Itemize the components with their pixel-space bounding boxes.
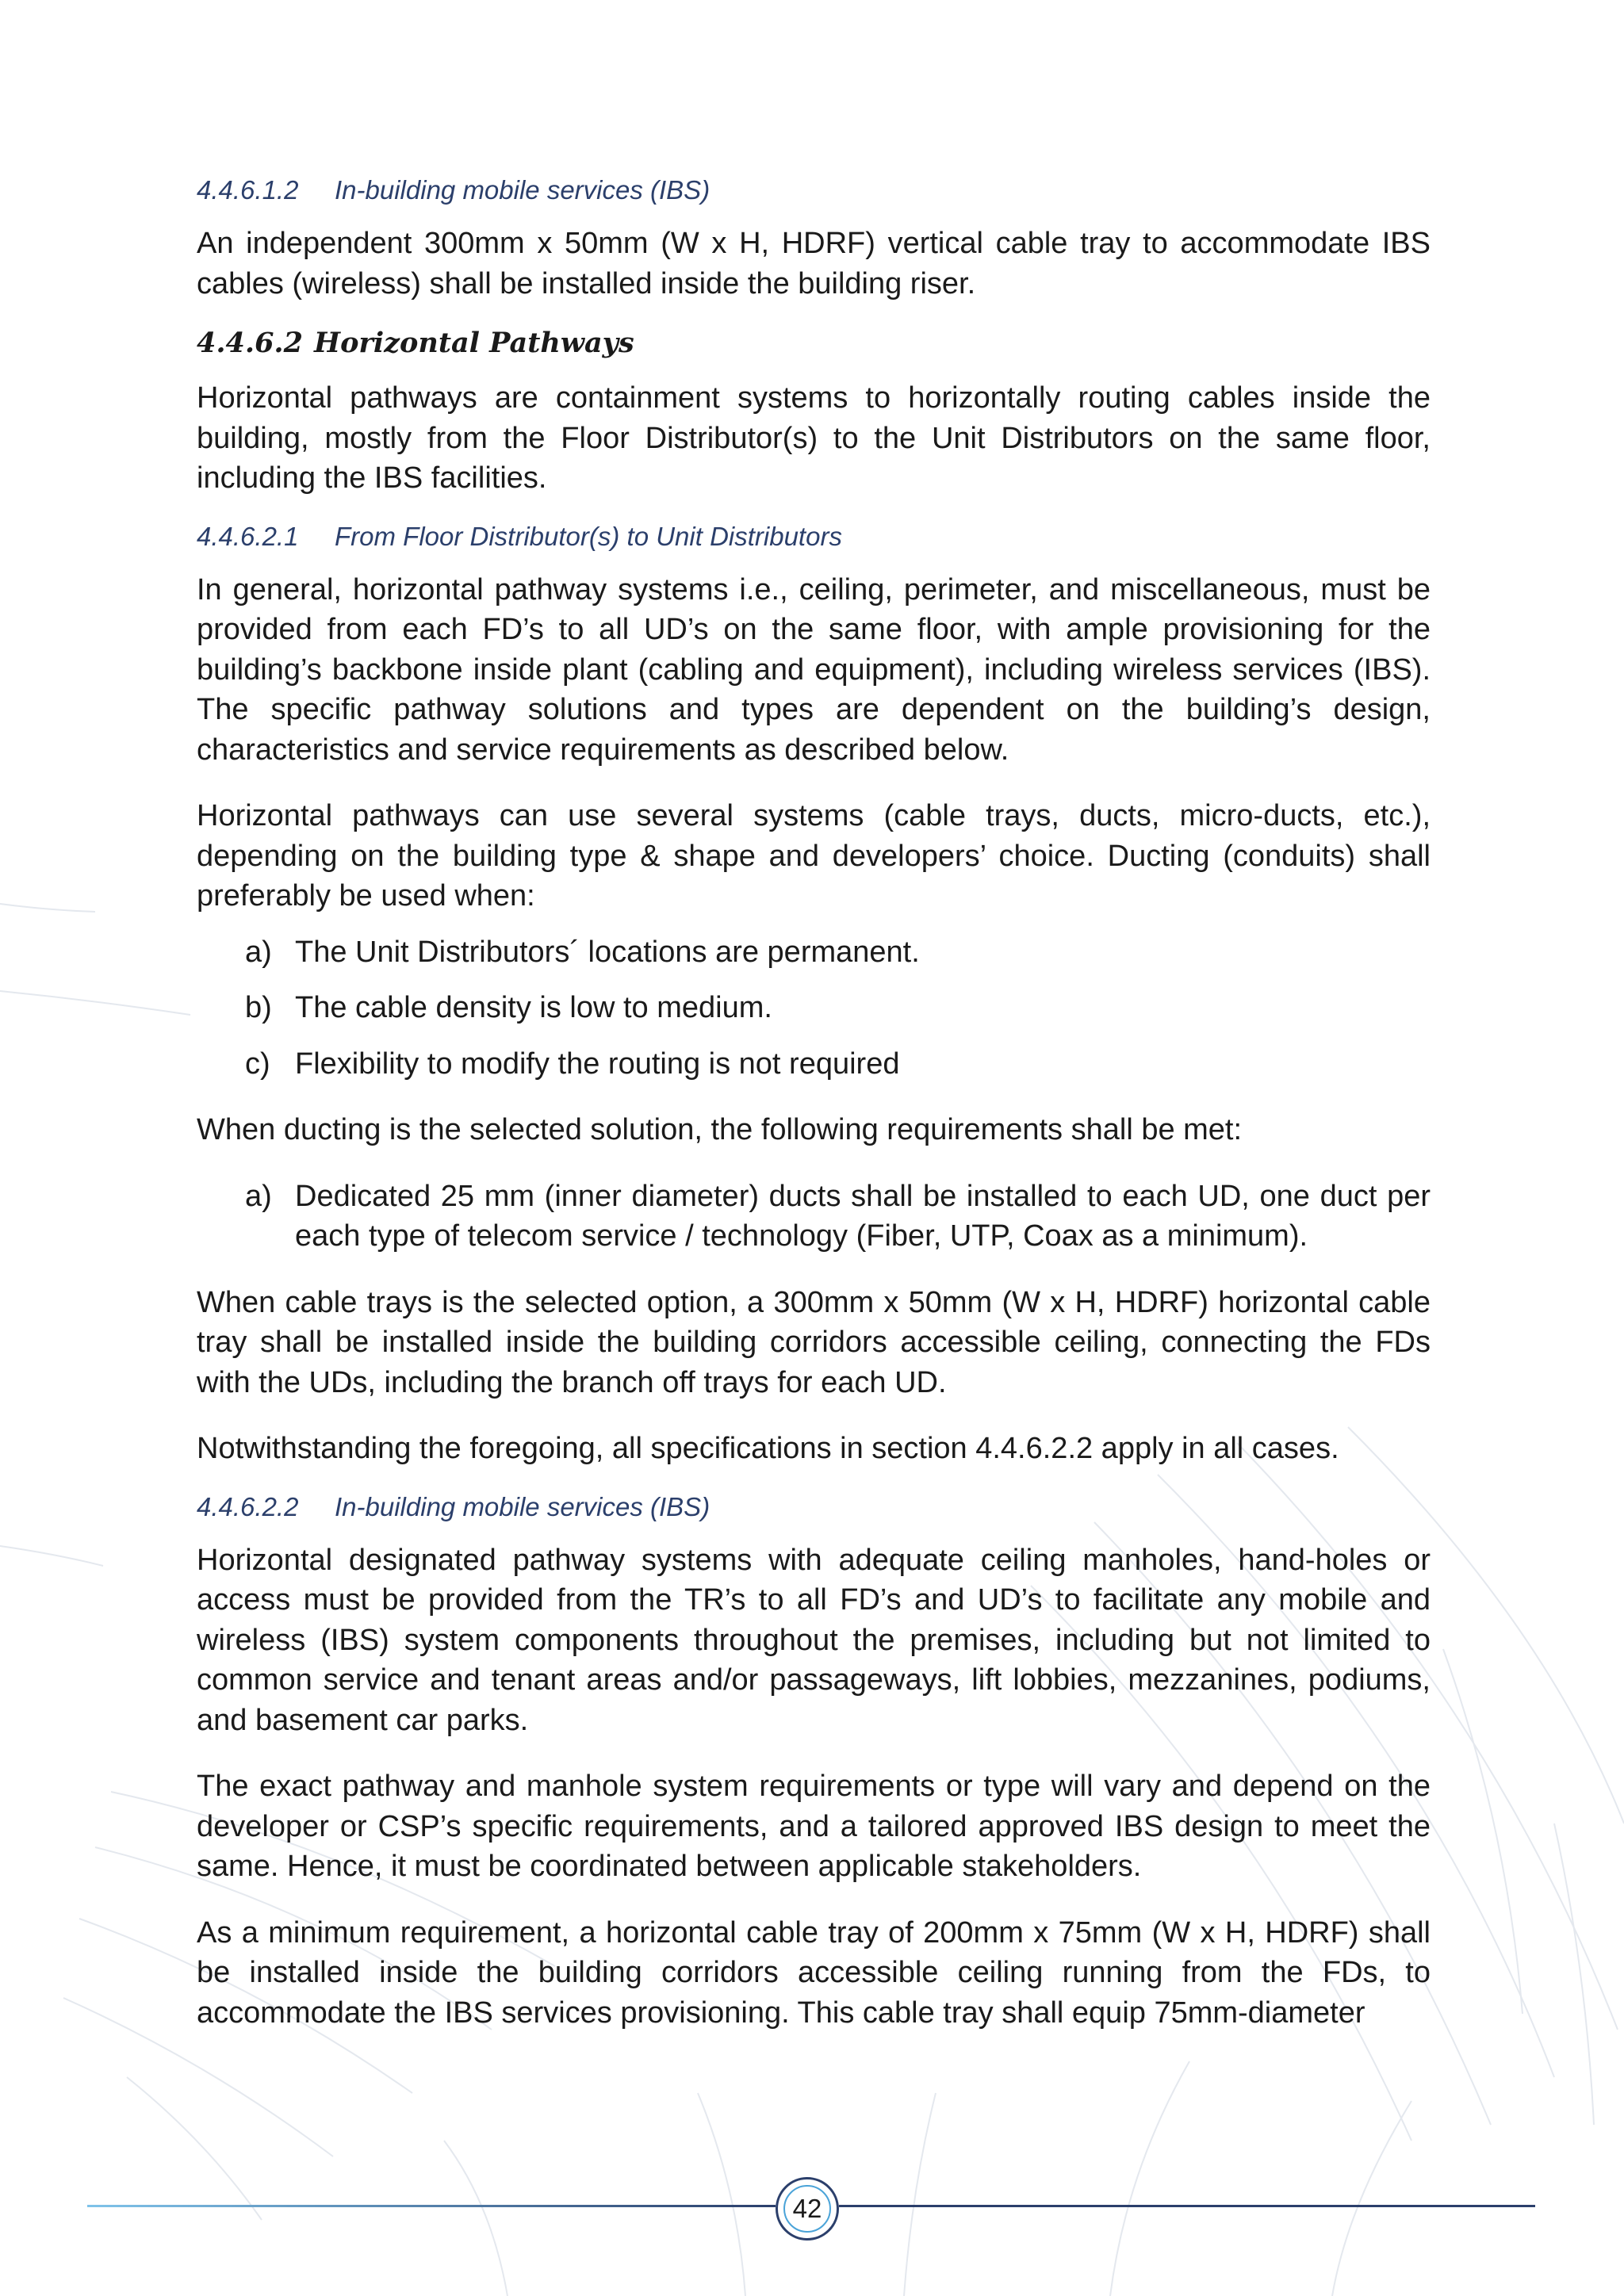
paragraph-pathway-systems: Horizontal pathways can use several systems (cable trays, ducts, micro-ducts, etc.), depending on the building type & shape and developers’ choice. Ducting (conduits) shall preferably be used when:: [197, 799, 1431, 913]
list-item: [197, 988, 1431, 1028]
list-text: Dedicated 25 mm (inner diameter) ducts shall be installed to each UD, one duct per each type of telecom service / technology (Fiber, UTP, Coax as a minimum).: [295, 1179, 1431, 1253]
list-marker: a): [245, 1179, 272, 1213]
heading-4-4-6-2-1: [197, 521, 1431, 553]
paragraph-minimum-requirement: As a minimum requirement, a horizontal cable tray of 200mm x 75mm (W x H, HDRF) shall be installed inside the building corridors accessible ceiling running from the FDs, to accommodate the IBS services provisioning. This cable tray shall equip 75mm-diameter: [197, 1915, 1431, 2030]
paragraph-ducting-requirements: When ducting is the selected solution, the following requirements shall be met:: [197, 1113, 1243, 1146]
heading-number: 4.4.6.2.2: [197, 1491, 299, 1521]
paragraph-general-horizontal: In general, horizontal pathway systems i.e., ceiling, perimeter, and miscellaneous, must be provided from each FD’s to all UD’s on the same floor, with ample provisioning for the building’s backbone inside plant (cabling and equipment), including wireless services (IBS). The specific pathway solutions and types are dependent on the building’s design, characteristics and service requirements as described below.: [197, 572, 1431, 767]
heading-title: In-building mobile services (IBS): [335, 175, 710, 205]
heading-title: In-building mobile services (IBS): [335, 1491, 710, 1521]
list-text: The cable density is low to medium.: [295, 991, 772, 1024]
list-marker: c): [245, 1047, 270, 1081]
list-text: Flexibility to modify the routing is not required: [295, 1047, 900, 1081]
page-number-badge: [776, 2177, 839, 2241]
heading-4-4-6-1-2: [197, 174, 1431, 206]
paragraph-ibs-vertical: An independent 300mm x 50mm (W x H, HDRF) vertical cable tray to accommodate IBS cables (wireless) shall be installed inside the building riser.: [197, 227, 1431, 300]
heading-title: From Floor Distributor(s) to Unit Distributors: [335, 521, 842, 551]
list-marker: a): [245, 935, 272, 969]
list-marker: b): [245, 991, 272, 1024]
paragraph-cable-trays-option: When cable trays is the selected option, a 300mm x 50mm (W x H, HDRF) horizontal cable tray shall be installed inside the building corridors accessible ceiling, connecting the FDs with the UDs, including the branch off trays for each UD.: [197, 1285, 1431, 1399]
list-item: [197, 1177, 1431, 1257]
list-item: [197, 932, 1431, 973]
heading-number: 4.4.6.1.2: [197, 175, 299, 205]
heading-number: 4.4.6.2.1: [197, 521, 299, 551]
paragraph-horizontal-pathways: Horizontal pathways are containment systems to horizontally routing cables inside the building, mostly from the Floor Distributor(s) to the Unit Distributors on the same floor, including the IBS facilities.: [197, 381, 1431, 495]
footer-rule-left: [87, 2205, 776, 2207]
page-number: 42: [783, 2185, 831, 2233]
heading-4-4-6-2: [197, 326, 1431, 361]
heading-4-4-6-2-2: [197, 1491, 1431, 1523]
footer-rule-right: [839, 2205, 1535, 2207]
heading-number: 4.4.6.2: [197, 327, 303, 359]
paragraph-manhole-requirements: The exact pathway and manhole system requirements or type will vary and depend on the developer or CSP’s specific requirements, and a tailored approved IBS design to meet the same. Hence, it must be coordinated between applicable stakeholders.: [197, 1770, 1431, 1883]
ducting-conditions-list: [197, 932, 1431, 1085]
list-text: The Unit Distributors´ locations are permanent.: [295, 935, 920, 969]
ducting-requirements-list: [197, 1177, 1431, 1257]
list-item: [197, 1044, 1431, 1085]
paragraph-designated-pathways: Horizontal designated pathway systems with adequate ceiling manholes, hand-holes or access must be provided from the TR’s to all FD’s and UD’s to facilitate any mobile and wireless (IBS) system components throughout the premises, including but not limited to common service and tenant areas and/or passageways, lift lobbies, mezzanines, podiums, and basement car parks.: [197, 1543, 1431, 1737]
paragraph-notwithstanding: Notwithstanding the foregoing, all specifications in section 4.4.6.2.2 apply in all cases.: [197, 1432, 1339, 1465]
heading-title: Horizontal Pathways: [314, 327, 634, 359]
document-body: [197, 166, 1431, 2033]
